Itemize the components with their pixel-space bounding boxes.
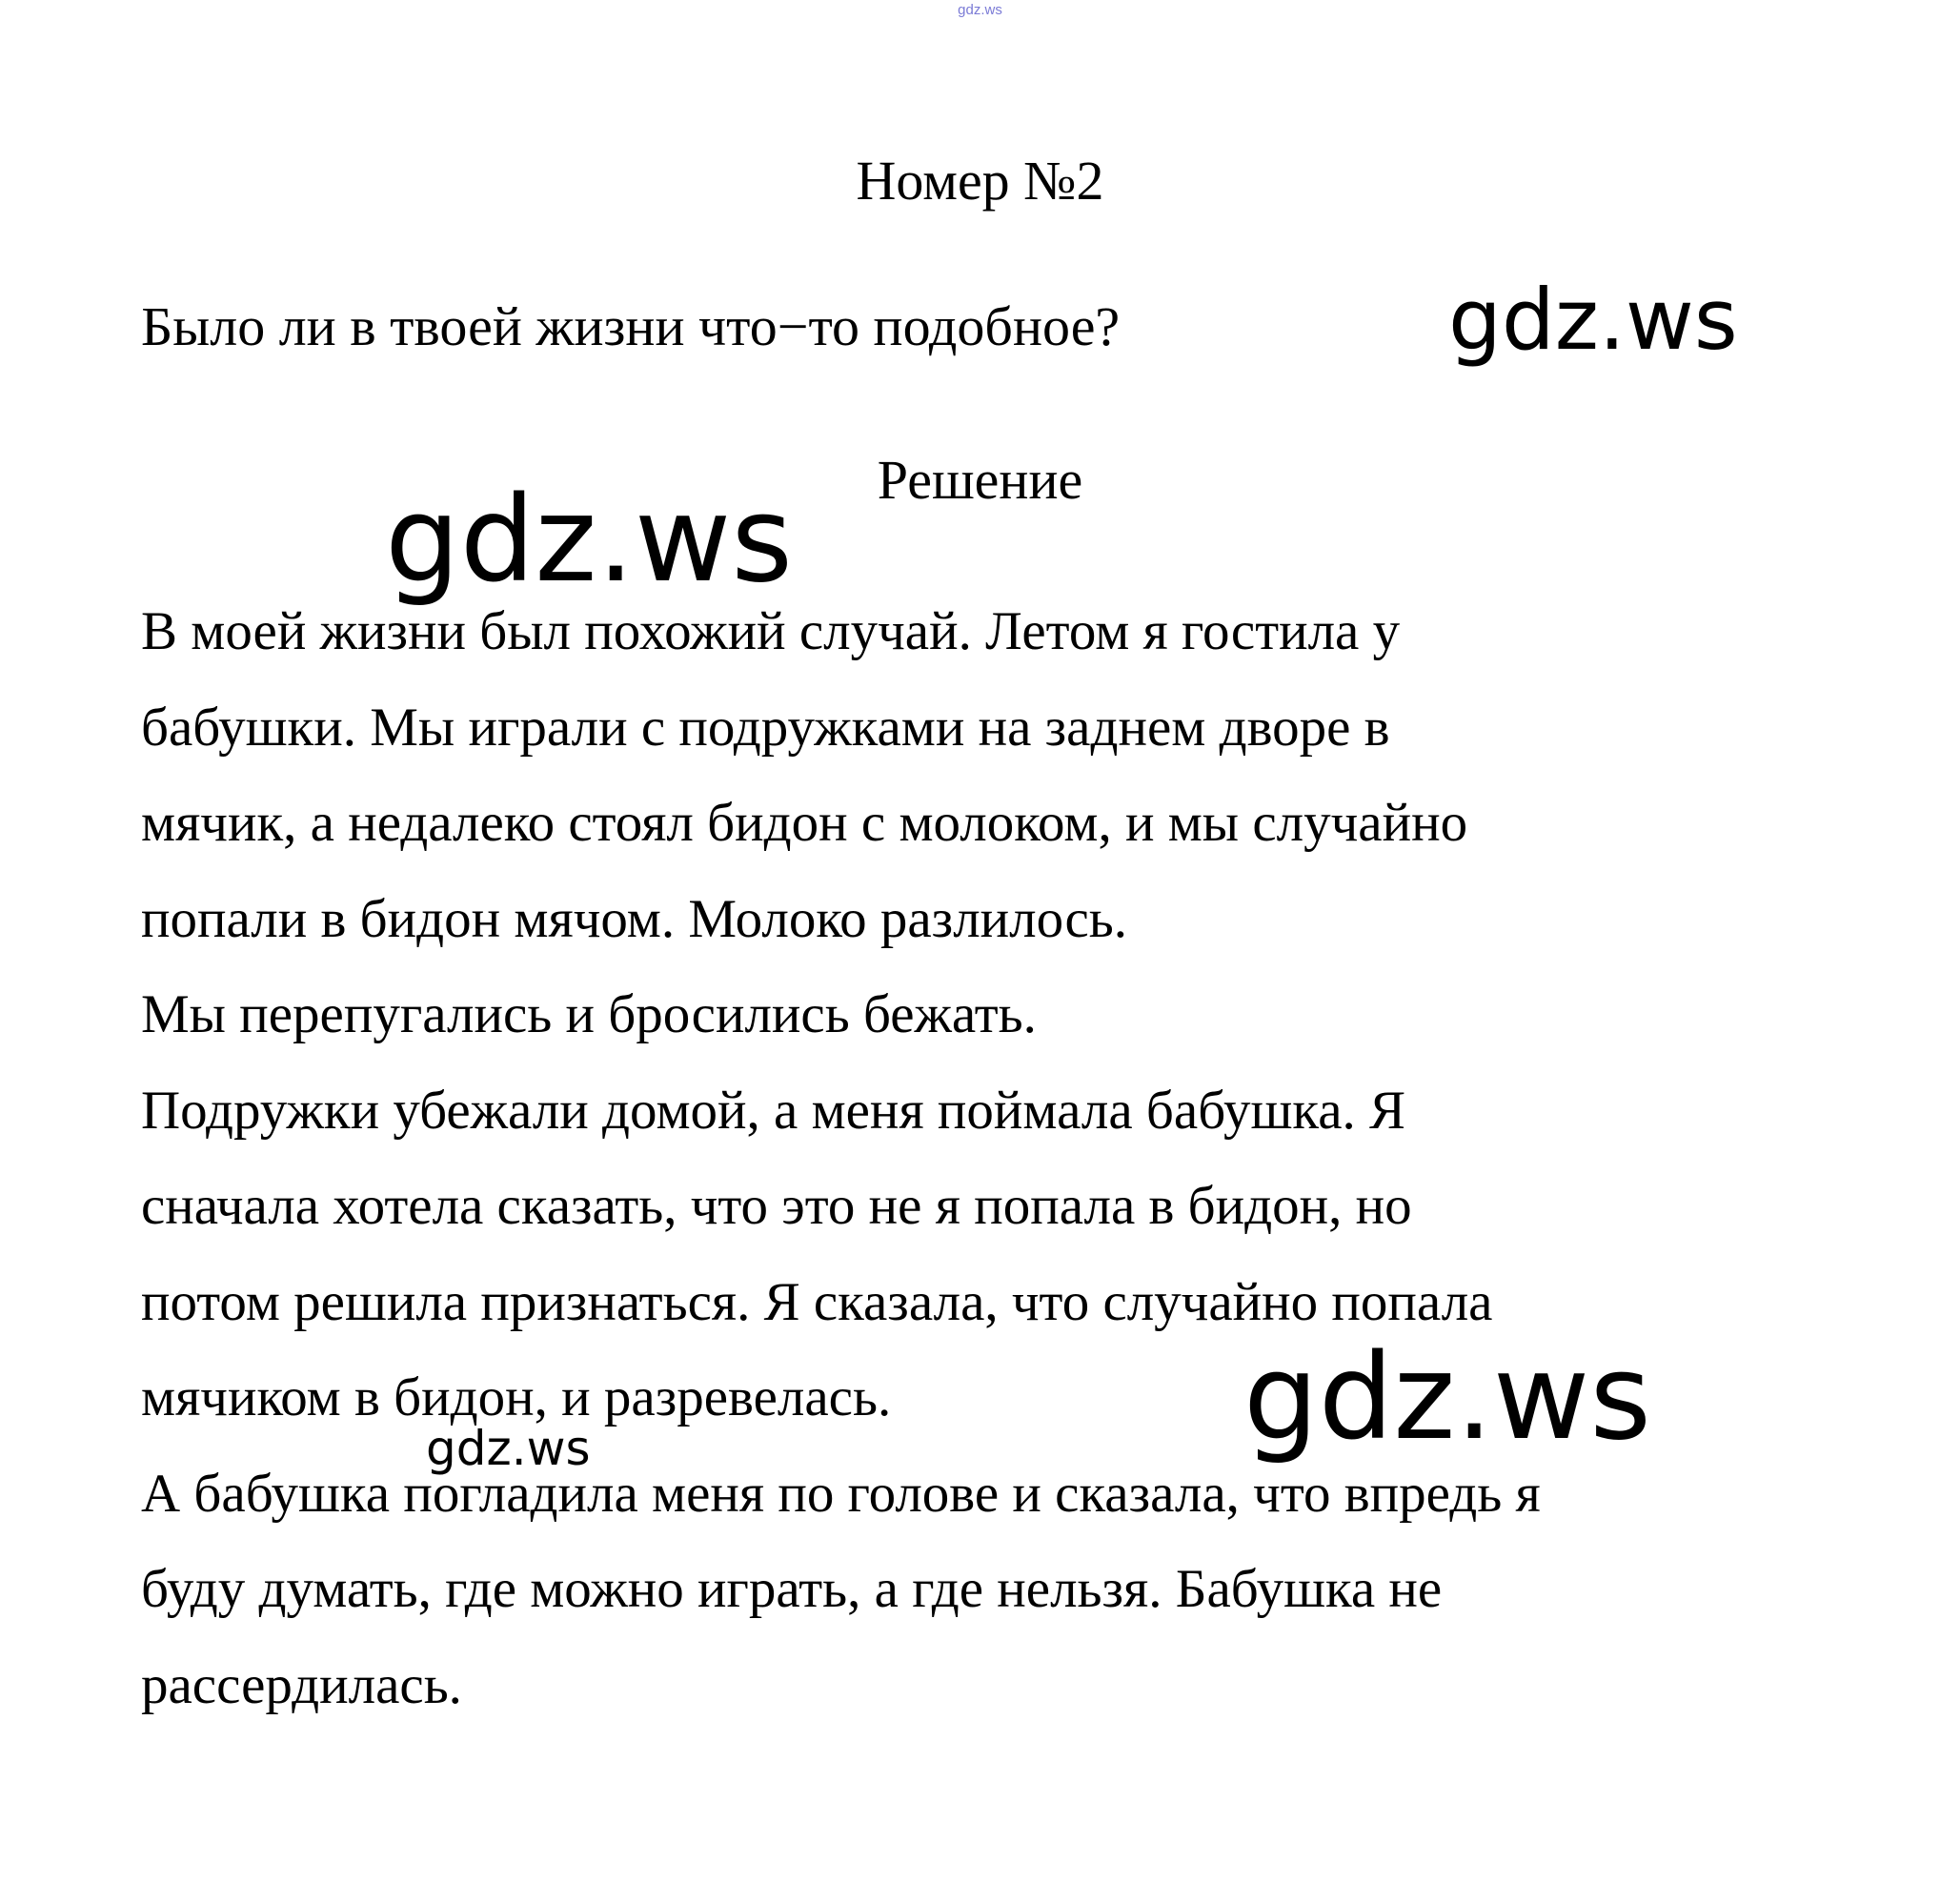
answer-line: рассердилась. — [141, 1654, 462, 1715]
answer-line: сначала хотела сказать, что это не я попала в бидон, но — [141, 1176, 1412, 1236]
exercise-number-title: Номер №2 — [856, 150, 1104, 212]
answer-line: мячик, а недалеко стоял бидон с молоком, и мы случайно — [141, 793, 1468, 853]
answer-line: Мы перепугались и бросились бежать. — [141, 984, 1037, 1044]
watermark-right-of-question: gdz.ws — [1448, 271, 1738, 369]
answer-line: Подружки убежали домой, а меня поймала бабушка. Я — [141, 1080, 1406, 1141]
watermark-small-bottom: gdz.ws — [426, 1421, 591, 1476]
solution-title: Решение — [877, 449, 1083, 511]
watermark-right-large: gdz.ws — [1243, 1329, 1651, 1467]
answer-line: бабушки. Мы играли с подружками на заднем дворе в — [141, 697, 1390, 758]
watermark-left-large: gdz.ws — [385, 472, 793, 609]
watermark-top-small: gdz.ws — [958, 2, 1002, 18]
answer-text — [141, 598, 1837, 1748]
answer-line: потом решила признаться. Я сказала, что случайно попала — [141, 1271, 1493, 1332]
answer-line: В моей жизни был похожий случай. Летом я гостила у — [141, 601, 1401, 661]
exercise-question: Было ли в твоей жизни что−то подобное? — [141, 295, 1121, 357]
answer-line: А бабушка погладила меня по голове и сказала, что впредь я — [141, 1463, 1541, 1524]
answer-line: буду думать, где можно играть, а где нельзя. Бабушка не — [141, 1559, 1443, 1619]
answer-line: мячиком в бидон, и разревелась. — [141, 1367, 892, 1427]
answer-line: попали в бидон мячом. Молоко разлилось. — [141, 888, 1128, 949]
